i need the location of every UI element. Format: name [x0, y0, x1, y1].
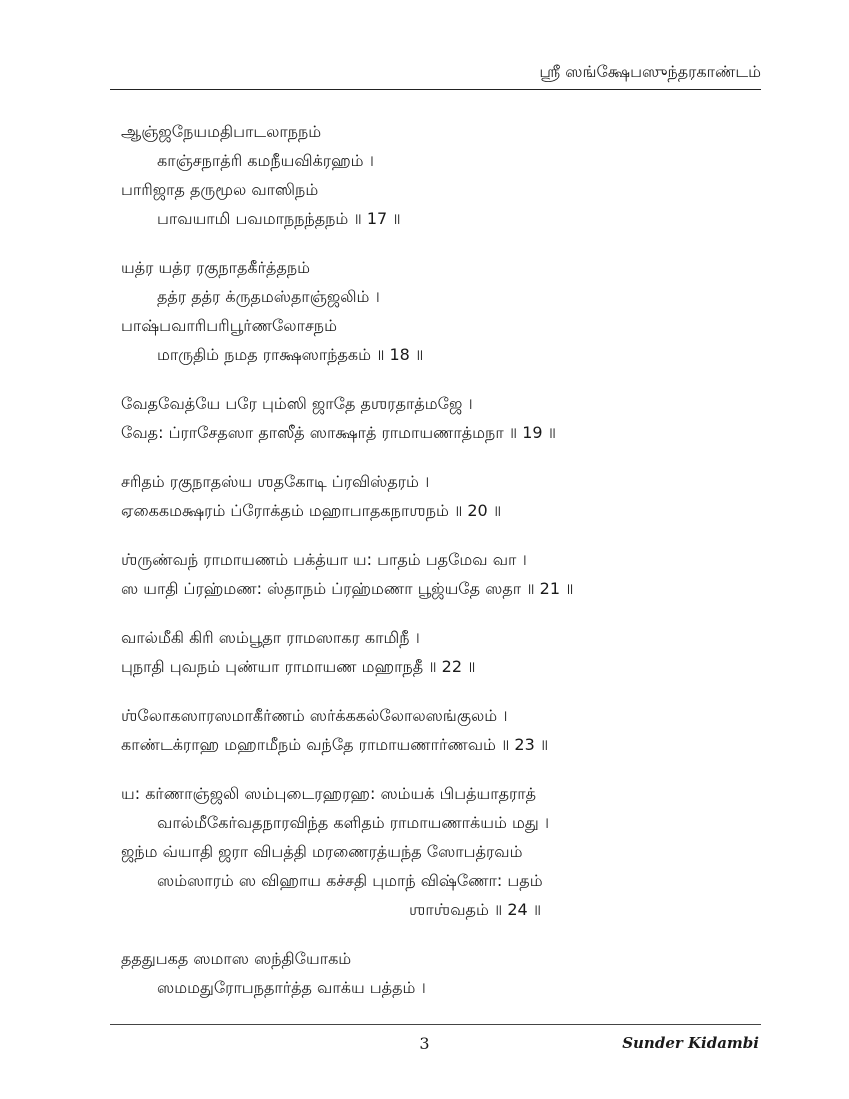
- verse-line: வேத: ப்ராசேதஸா தாஸீத் ஸாக்ஷாத் ராமாயணாத்மநா ॥ 19 ॥: [121, 423, 556, 442]
- verse-line: தத்ர தத்ர க்ருதமஸ்தாஞ்ஜலிம் ।: [157, 287, 380, 306]
- footer-rule: [110, 1024, 761, 1025]
- verse-line: பாரிஜாத தருமூல வாஸிநம்: [121, 180, 319, 199]
- verse-line: ஶாஶ்வதம் ॥ 24 ॥: [409, 900, 542, 919]
- verse-line: ஜந்ம வ்யாதி ஜரா விபத்தி மரணைரத்யந்த ஸோபத்ரவம்: [121, 842, 523, 861]
- verse-line: ஏகைகமக்ஷரம் ப்ரோக்தம் மஹாபாதகநாஶநம் ॥ 20 ॥: [121, 501, 502, 520]
- verse-line: பாவயாமி பவமாநநந்தநம் ॥ 17 ॥: [157, 209, 401, 228]
- stanza: [121, 253, 761, 369]
- verse-line: தததுபகத ஸமாஸ ஸந்தியோகம்: [121, 949, 352, 968]
- verse-line: புநாதி புவநம் புண்யா ராமாயண மஹாநதீ ॥ 22 ॥: [121, 657, 476, 676]
- stanza: [121, 117, 761, 233]
- verse-line: ய: கர்ணாஞ்ஜலி ஸம்புடைரஹரஹ: ஸம்யக் பிபத்யாதராத்: [121, 784, 537, 803]
- verse-line: ஸம்ஸாரம் ஸ விஹாய கச்சதி புமாந் விஷ்ணோ: பதம்: [157, 871, 543, 890]
- verse-line: வால்மீகேர்வதநாரவிந்த களிதம் ராமாயணாக்யம் மது ।: [157, 813, 550, 832]
- stanza: [121, 779, 761, 924]
- verse-line: வேதவேத்யே பரே பும்ஸி ஜாதே தஶரதாத்மஜே ।: [121, 394, 473, 413]
- verse-line: வால்மீகி கிரி ஸம்பூதா ராமஸாகர காமிநீ ।: [121, 628, 420, 647]
- running-header: [110, 62, 761, 90]
- verse-line: மாருதிம் நமத ராக்ஷஸாந்தகம் ॥ 18 ॥: [157, 345, 424, 364]
- header-title: ஸ்ரீ ஸங்க்ஷேபஸுந்தரகாண்டம்: [539, 62, 761, 81]
- stanza: [121, 623, 761, 681]
- stanza: [121, 944, 761, 1002]
- verse-line: ஶ்ருண்வந் ராமாயணம் பக்த்யா ய: பாதம் பதமேவ வா ।: [121, 550, 527, 569]
- verse-line: காண்டக்ராஹ மஹாமீநம் வந்தே ராமாயணார்ணவம் ॥ 23 ॥: [121, 735, 549, 754]
- stanza: [121, 545, 761, 603]
- author-name: Sunder Kidambi: [622, 1034, 759, 1052]
- verse-line: யத்ர யத்ர ரகுநாதகீர்த்தநம்: [121, 258, 310, 277]
- page-number: 3: [419, 1034, 430, 1053]
- verse-body: [121, 117, 761, 1022]
- verse-line: ஸமமதுரோபநதார்த்த வாக்ய பத்தம் ।: [157, 978, 426, 997]
- stanza: [121, 467, 761, 525]
- verse-line: ஸ யாதி ப்ரஹ்மண: ஸ்தாநம் ப்ரஹ்மணா பூஜ்யதே ஸதா ॥ 21 ॥: [121, 579, 574, 598]
- verse-line: சரிதம் ரகுநாதஸ்ய ஶதகோடி ப்ரவிஸ்தரம் ।: [121, 472, 430, 491]
- verse-line: ஆஞ்ஜநேயமதிபாடலாநநம்: [121, 122, 322, 141]
- verse-line: ஶ்லோகஸாரஸமாகீர்ணம் ஸர்க்ககல்லோலஸங்குலம் ।: [121, 706, 508, 725]
- stanza: [121, 389, 761, 447]
- verse-line: காஞ்சநாத்ரி கமநீயவிக்ரஹம் ।: [157, 151, 374, 170]
- verse-line: பாஷ்பவாரிபரிபூர்ணலோசநம்: [121, 316, 337, 335]
- stanza: [121, 701, 761, 759]
